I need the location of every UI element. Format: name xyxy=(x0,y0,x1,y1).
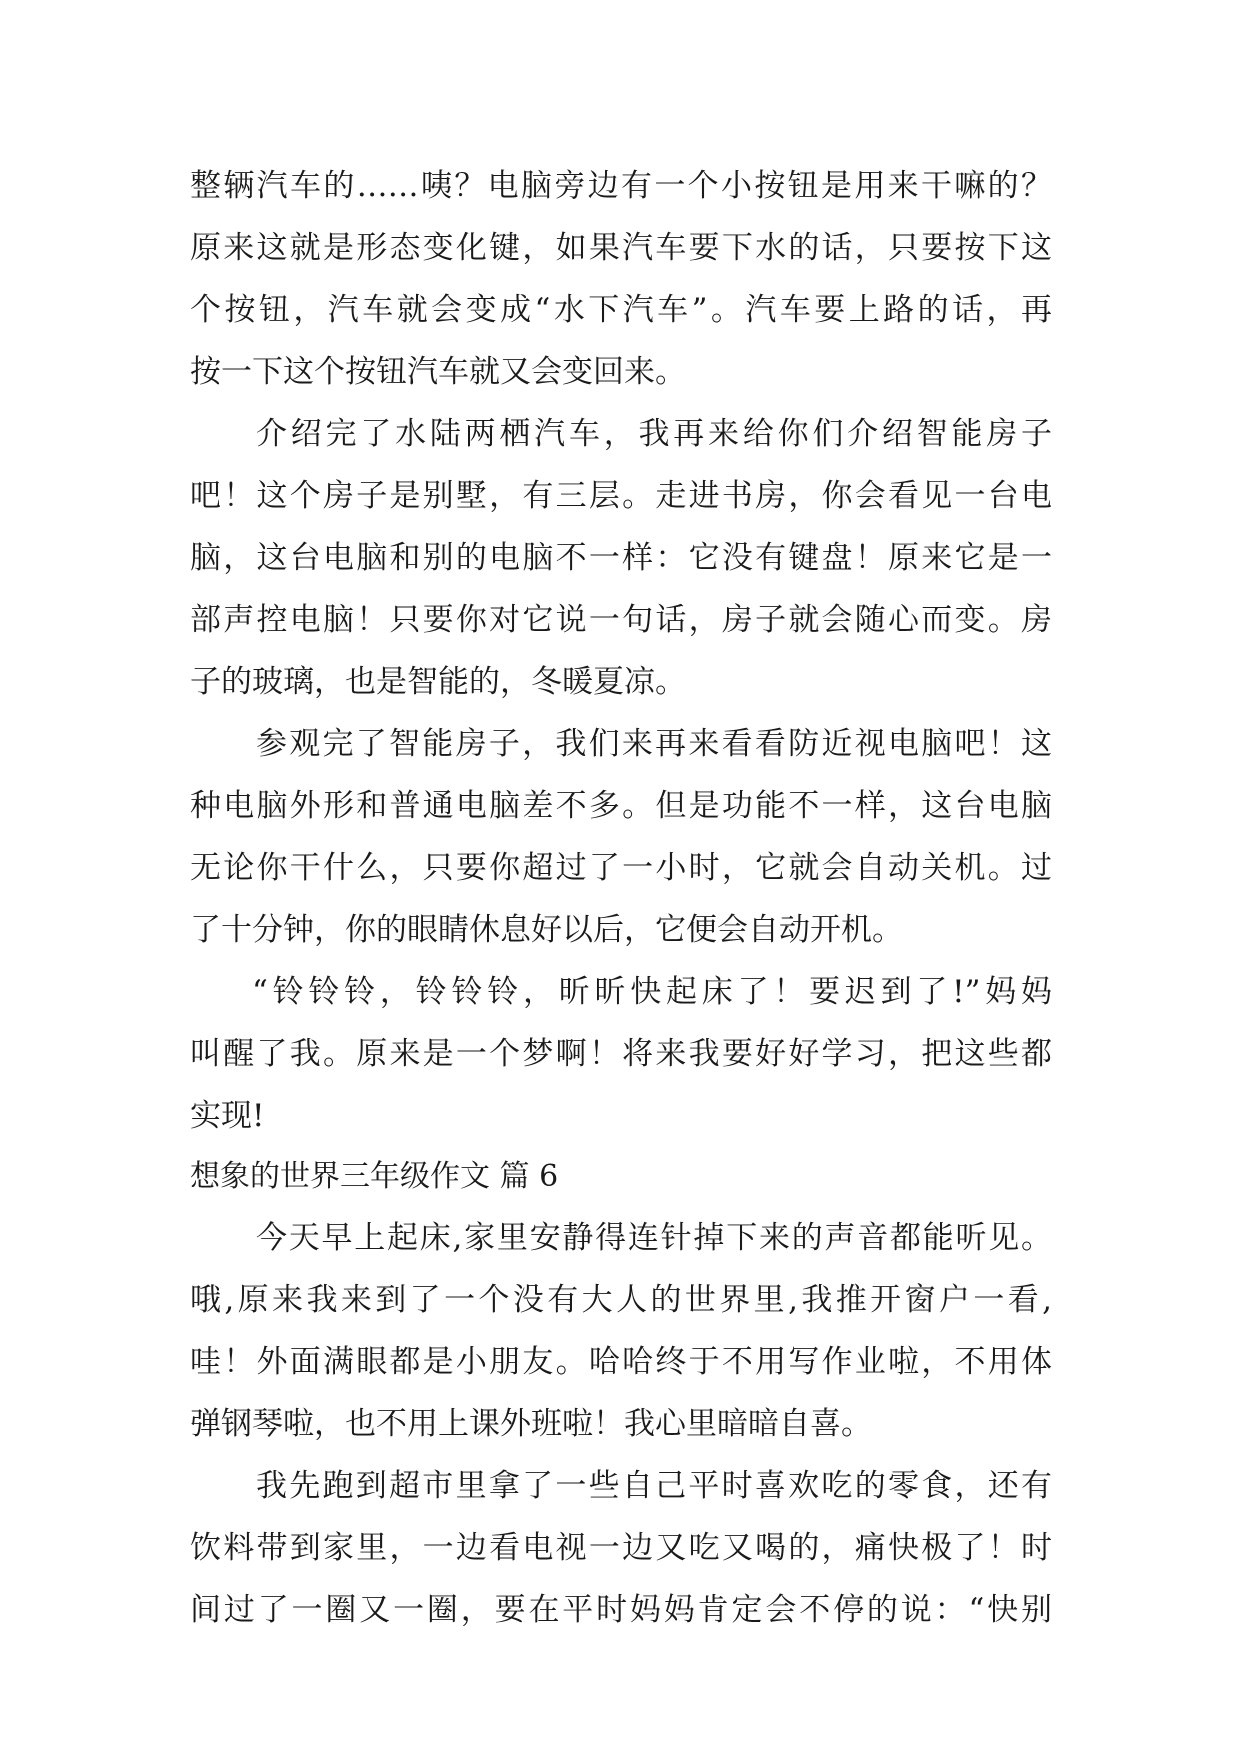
text-line: 参观完了智能房子，我们来再来看看防近视电脑吧！这 xyxy=(256,726,1052,762)
text-line: 子的玻璃，也是智能的，冬暖夏凉。 xyxy=(190,664,686,700)
text-line: 了十分钟，你的眼睛休息好以后，它便会自动开机。 xyxy=(190,912,903,948)
paragraph xyxy=(190,155,1052,403)
paragraph xyxy=(190,403,1052,713)
text-line: 哇！外面满眼都是小朋友。哈哈终于不用写作业啦，不用体 xyxy=(190,1344,1052,1380)
text-line: 吧！这个房子是别墅，有三层。走进书房，你会看见一台电 xyxy=(190,478,1052,514)
text-line: 个按钮，汽车就会变成“水下汽车”。汽车要上路的话，再 xyxy=(190,292,1052,328)
text-line: 无论你干什么，只要你超过了一小时，它就会自动关机。过 xyxy=(190,850,1052,886)
text-line: 部声控电脑！只要你对它说一句话，房子就会随心而变。房 xyxy=(190,602,1052,638)
text-line: 弹钢琴啦，也不用上课外班啦！我心里暗暗自喜。 xyxy=(190,1406,872,1442)
essay-body xyxy=(190,155,1052,1641)
text-line: “铃铃铃，铃铃铃，昕昕快起床了！要迟到了!”妈妈 xyxy=(252,974,1052,1010)
text-line: 按一下这个按钮汽车就又会变回来。 xyxy=(190,354,686,390)
text-line: 实现! xyxy=(190,1098,265,1134)
text-line: 介绍完了水陆两栖汽车，我再来给你们介绍智能房子 xyxy=(256,416,1052,452)
paragraph xyxy=(190,713,1052,961)
text-line: 叫醒了我。原来是一个梦啊！将来我要好好学习，把这些都 xyxy=(190,1036,1052,1072)
text-line: 饮料带到家里，一边看电视一边又吃又喝的，痛快极了！时 xyxy=(190,1530,1052,1566)
section-heading: 想象的世界三年级作文 篇 6 xyxy=(190,1159,559,1194)
text-line: 我先跑到超市里拿了一些自己平时喜欢吃的零食，还有 xyxy=(256,1468,1052,1504)
text-line: 今天早上起床,家里安静得连针掉下来的声音都能听见。 xyxy=(256,1220,1052,1256)
paragraph xyxy=(190,1455,1052,1641)
paragraph xyxy=(190,961,1052,1147)
text-line: 哦,原来我来到了一个没有大人的世界里,我推开窗户一看, xyxy=(190,1282,1052,1318)
text-line: 脑，这台电脑和别的电脑不一样：它没有键盘！原来它是一 xyxy=(190,540,1052,576)
text-line: 间过了一圈又一圈，要在平时妈妈肯定会不停的说：“快别 xyxy=(190,1592,1052,1628)
text-line: 种电脑外形和普通电脑差不多。但是功能不一样，这台电脑 xyxy=(190,788,1052,824)
text-line: 整辆汽车的……咦？电脑旁边有一个小按钮是用来干嘛的？ xyxy=(190,168,1052,204)
paragraph xyxy=(190,1207,1052,1455)
text-line: 原来这就是形态变化键，如果汽车要下水的话，只要按下这 xyxy=(190,230,1052,266)
